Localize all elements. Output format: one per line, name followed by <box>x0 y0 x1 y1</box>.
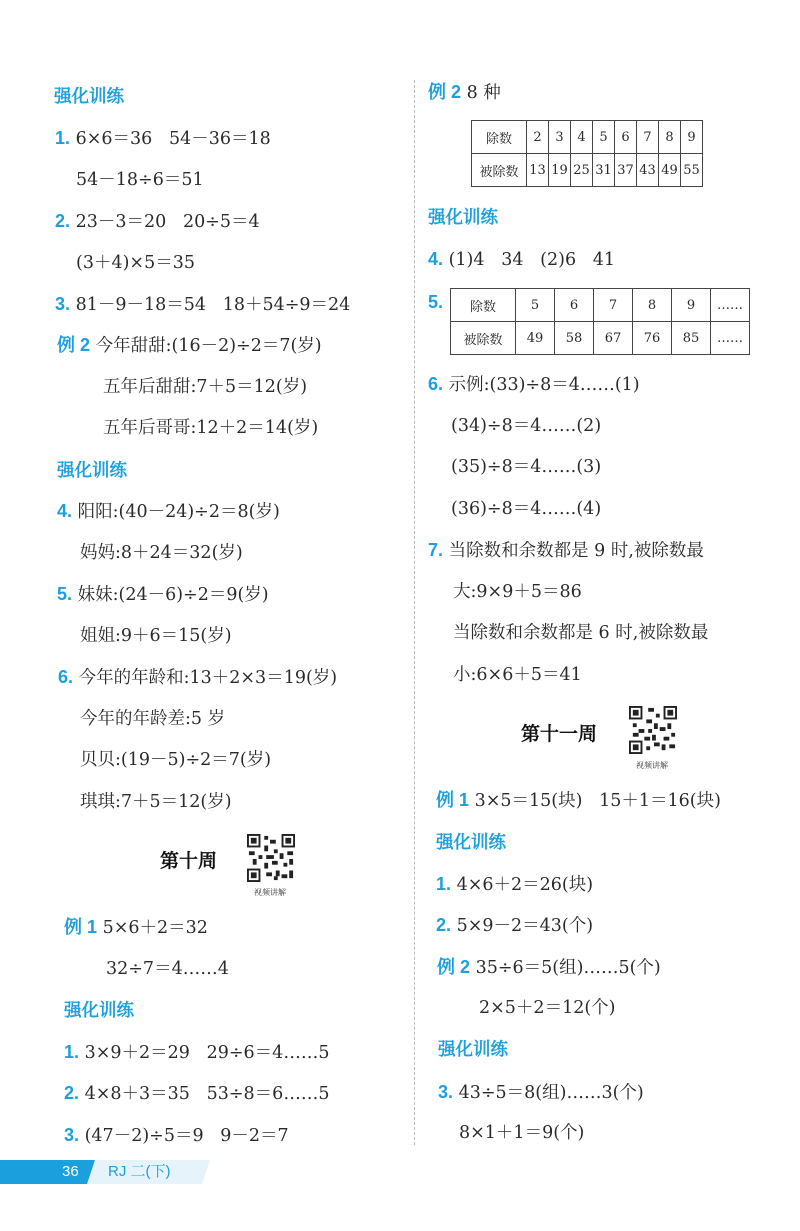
table-cell: …… <box>711 322 750 355</box>
table-cell: 7 <box>637 121 659 154</box>
week-title: 第十周 <box>160 850 218 872</box>
example-label: 例 1 <box>64 917 98 937</box>
answer-line: 1. 3×9＋2＝29 29÷6＝4……5 <box>64 1042 330 1063</box>
answer-line: (3＋4)×5＝35 <box>76 253 195 273</box>
example-line: 例 1 5×6＋2＝32 <box>64 917 208 938</box>
example-line: 例 2 今年甜甜:(16－2)÷2＝7(岁) <box>57 335 322 356</box>
answer-line: 姐姐:9＋6＝15(岁) <box>80 626 232 646</box>
table-cell: 85 <box>672 322 711 355</box>
item-number: 7. <box>428 540 444 560</box>
answer-line: 2. 23－3＝20 20÷5＝4 <box>55 211 260 232</box>
qr-caption: 视频讲解 <box>254 888 286 897</box>
item-number: 6. <box>58 667 74 687</box>
table-cell: 49 <box>516 322 555 355</box>
table-row <box>472 154 703 187</box>
table-cell: 除数 <box>451 289 516 322</box>
divisor-table-1 <box>471 120 703 187</box>
answer-line <box>428 290 443 315</box>
section-heading: 强化训练 <box>438 1040 508 1060</box>
item-number: 1. <box>55 128 71 148</box>
answer-line: 琪琪:7＋5＝12(岁) <box>80 792 232 812</box>
table-cell: 6 <box>555 289 594 322</box>
qr-code-icon[interactable] <box>628 706 678 754</box>
answer-line: (35)÷8＝4……(3) <box>451 457 602 477</box>
column-divider <box>414 80 415 1145</box>
table-row <box>451 322 750 355</box>
divisor-table-2 <box>450 288 750 355</box>
item-number: 5. <box>57 584 73 604</box>
item-number: 5. <box>428 292 444 312</box>
item-number: 3. <box>64 1125 80 1145</box>
item-number: 4. <box>57 501 73 521</box>
answer-line: (34)÷8＝4……(2) <box>451 416 602 436</box>
item-number: 3. <box>55 294 71 314</box>
answer-line: 54－18÷6＝51 <box>76 170 204 190</box>
example-label: 例 2 <box>428 82 462 102</box>
section-heading: 强化训练 <box>436 833 506 853</box>
table-cell: 7 <box>594 289 633 322</box>
table-cell: 2 <box>527 121 549 154</box>
example-line: 例 2 8 种 <box>428 82 501 103</box>
table-cell: 被除数 <box>472 154 527 187</box>
table-cell: 43 <box>637 154 659 187</box>
table-cell: …… <box>711 289 750 322</box>
item-number: 2. <box>64 1083 80 1103</box>
table-cell: 5 <box>516 289 555 322</box>
table-cell: 3 <box>549 121 571 154</box>
item-number: 2. <box>436 915 452 935</box>
table-cell: 58 <box>555 322 594 355</box>
table-cell: 8 <box>659 121 681 154</box>
example-label: 例 2 <box>57 335 91 355</box>
table-cell: 5 <box>593 121 615 154</box>
page-number: 36 <box>62 1163 79 1180</box>
answer-line: 4. (1)4 34 (2)6 41 <box>428 249 616 270</box>
answer-line: 五年后哥哥:12＋2＝14(岁) <box>103 418 319 438</box>
answer-line: (36)÷8＝4……(4) <box>451 499 602 519</box>
table-row <box>472 121 703 154</box>
answer-line: 当除数和余数都是 6 时,被除数最 <box>453 623 709 643</box>
table-cell: 4 <box>571 121 593 154</box>
answer-line: 32÷7＝4……4 <box>106 959 229 979</box>
answer-line: 5. 妹妹:(24－6)÷2＝9(岁) <box>57 584 269 605</box>
answer-line: 3. 43÷5＝8(组)……3(个) <box>438 1082 644 1103</box>
table-cell: 被除数 <box>451 322 516 355</box>
table-cell: 76 <box>633 322 672 355</box>
table-cell: 37 <box>615 154 637 187</box>
section-heading: 强化训练 <box>64 1001 134 1021</box>
table-cell: 6 <box>615 121 637 154</box>
answer-line: 6. 示例:(33)÷8＝4……(1) <box>428 374 640 395</box>
item-number: 1. <box>436 874 452 894</box>
example-line: 例 1 3×5＝15(块) 15＋1＝16(块) <box>436 790 721 811</box>
answer-line: 贝贝:(19－5)÷2＝7(岁) <box>80 750 272 770</box>
edition-label: RJ 二(下) <box>108 1163 171 1180</box>
item-number: 2. <box>55 211 71 231</box>
example-line: 例 2 35÷6＝5(组)……5(个) <box>437 957 661 978</box>
answer-line: 2×5＋2＝12(个) <box>479 998 616 1018</box>
table-cell: 67 <box>594 322 633 355</box>
section-heading: 强化训练 <box>57 461 127 481</box>
answer-line: 3. (47－2)÷5＝9 9－2＝7 <box>64 1125 289 1146</box>
table-cell: 55 <box>681 154 703 187</box>
example-label: 例 1 <box>436 790 470 810</box>
answer-line: 6. 今年的年龄和:13＋2×3＝19(岁) <box>58 667 338 688</box>
answer-line: 大:9×9＋5＝86 <box>453 582 582 602</box>
table-cell: 除数 <box>472 121 527 154</box>
qr-code-icon[interactable] <box>246 834 296 882</box>
section-heading: 强化训练 <box>428 208 498 228</box>
item-number: 6. <box>428 374 444 394</box>
example-label: 例 2 <box>437 957 471 977</box>
table-row <box>451 289 750 322</box>
table-cell: 9 <box>672 289 711 322</box>
table-cell: 49 <box>659 154 681 187</box>
answer-line: 五年后甜甜:7＋5＝12(岁) <box>103 377 308 397</box>
item-number: 3. <box>438 1082 454 1102</box>
answer-line: 1. 4×6＋2＝26(块) <box>436 874 594 895</box>
answer-line: 3. 81－9－18＝54 18＋54÷9＝24 <box>55 294 351 315</box>
answer-line: 2. 5×9－2＝43(个) <box>436 915 594 936</box>
week-title: 第十一周 <box>521 723 598 745</box>
item-number: 4. <box>428 249 444 269</box>
answer-line: 1. 6×6＝36 54－36＝18 <box>55 128 271 149</box>
table-cell: 8 <box>633 289 672 322</box>
answer-line: 今年的年龄差:5 岁 <box>80 709 226 729</box>
answer-line: 7. 当除数和余数都是 9 时,被除数最 <box>428 540 704 561</box>
answer-line: 小:6×6＋5＝41 <box>453 665 582 685</box>
table-cell: 31 <box>593 154 615 187</box>
answer-line: 8×1＋1＝9(个) <box>459 1123 585 1143</box>
table-cell: 19 <box>549 154 571 187</box>
table-cell: 9 <box>681 121 703 154</box>
item-number: 1. <box>64 1042 80 1062</box>
answer-line: 2. 4×8＋3＝35 53÷8＝6……5 <box>64 1083 330 1104</box>
section-heading: 强化训练 <box>54 87 124 107</box>
answer-line: 4. 阳阳:(40－24)÷2＝8(岁) <box>57 501 280 522</box>
table-cell: 25 <box>571 154 593 187</box>
answer-line: 妈妈:8＋24＝32(岁) <box>80 543 243 563</box>
qr-caption: 视频讲解 <box>636 761 668 770</box>
table-cell: 13 <box>527 154 549 187</box>
